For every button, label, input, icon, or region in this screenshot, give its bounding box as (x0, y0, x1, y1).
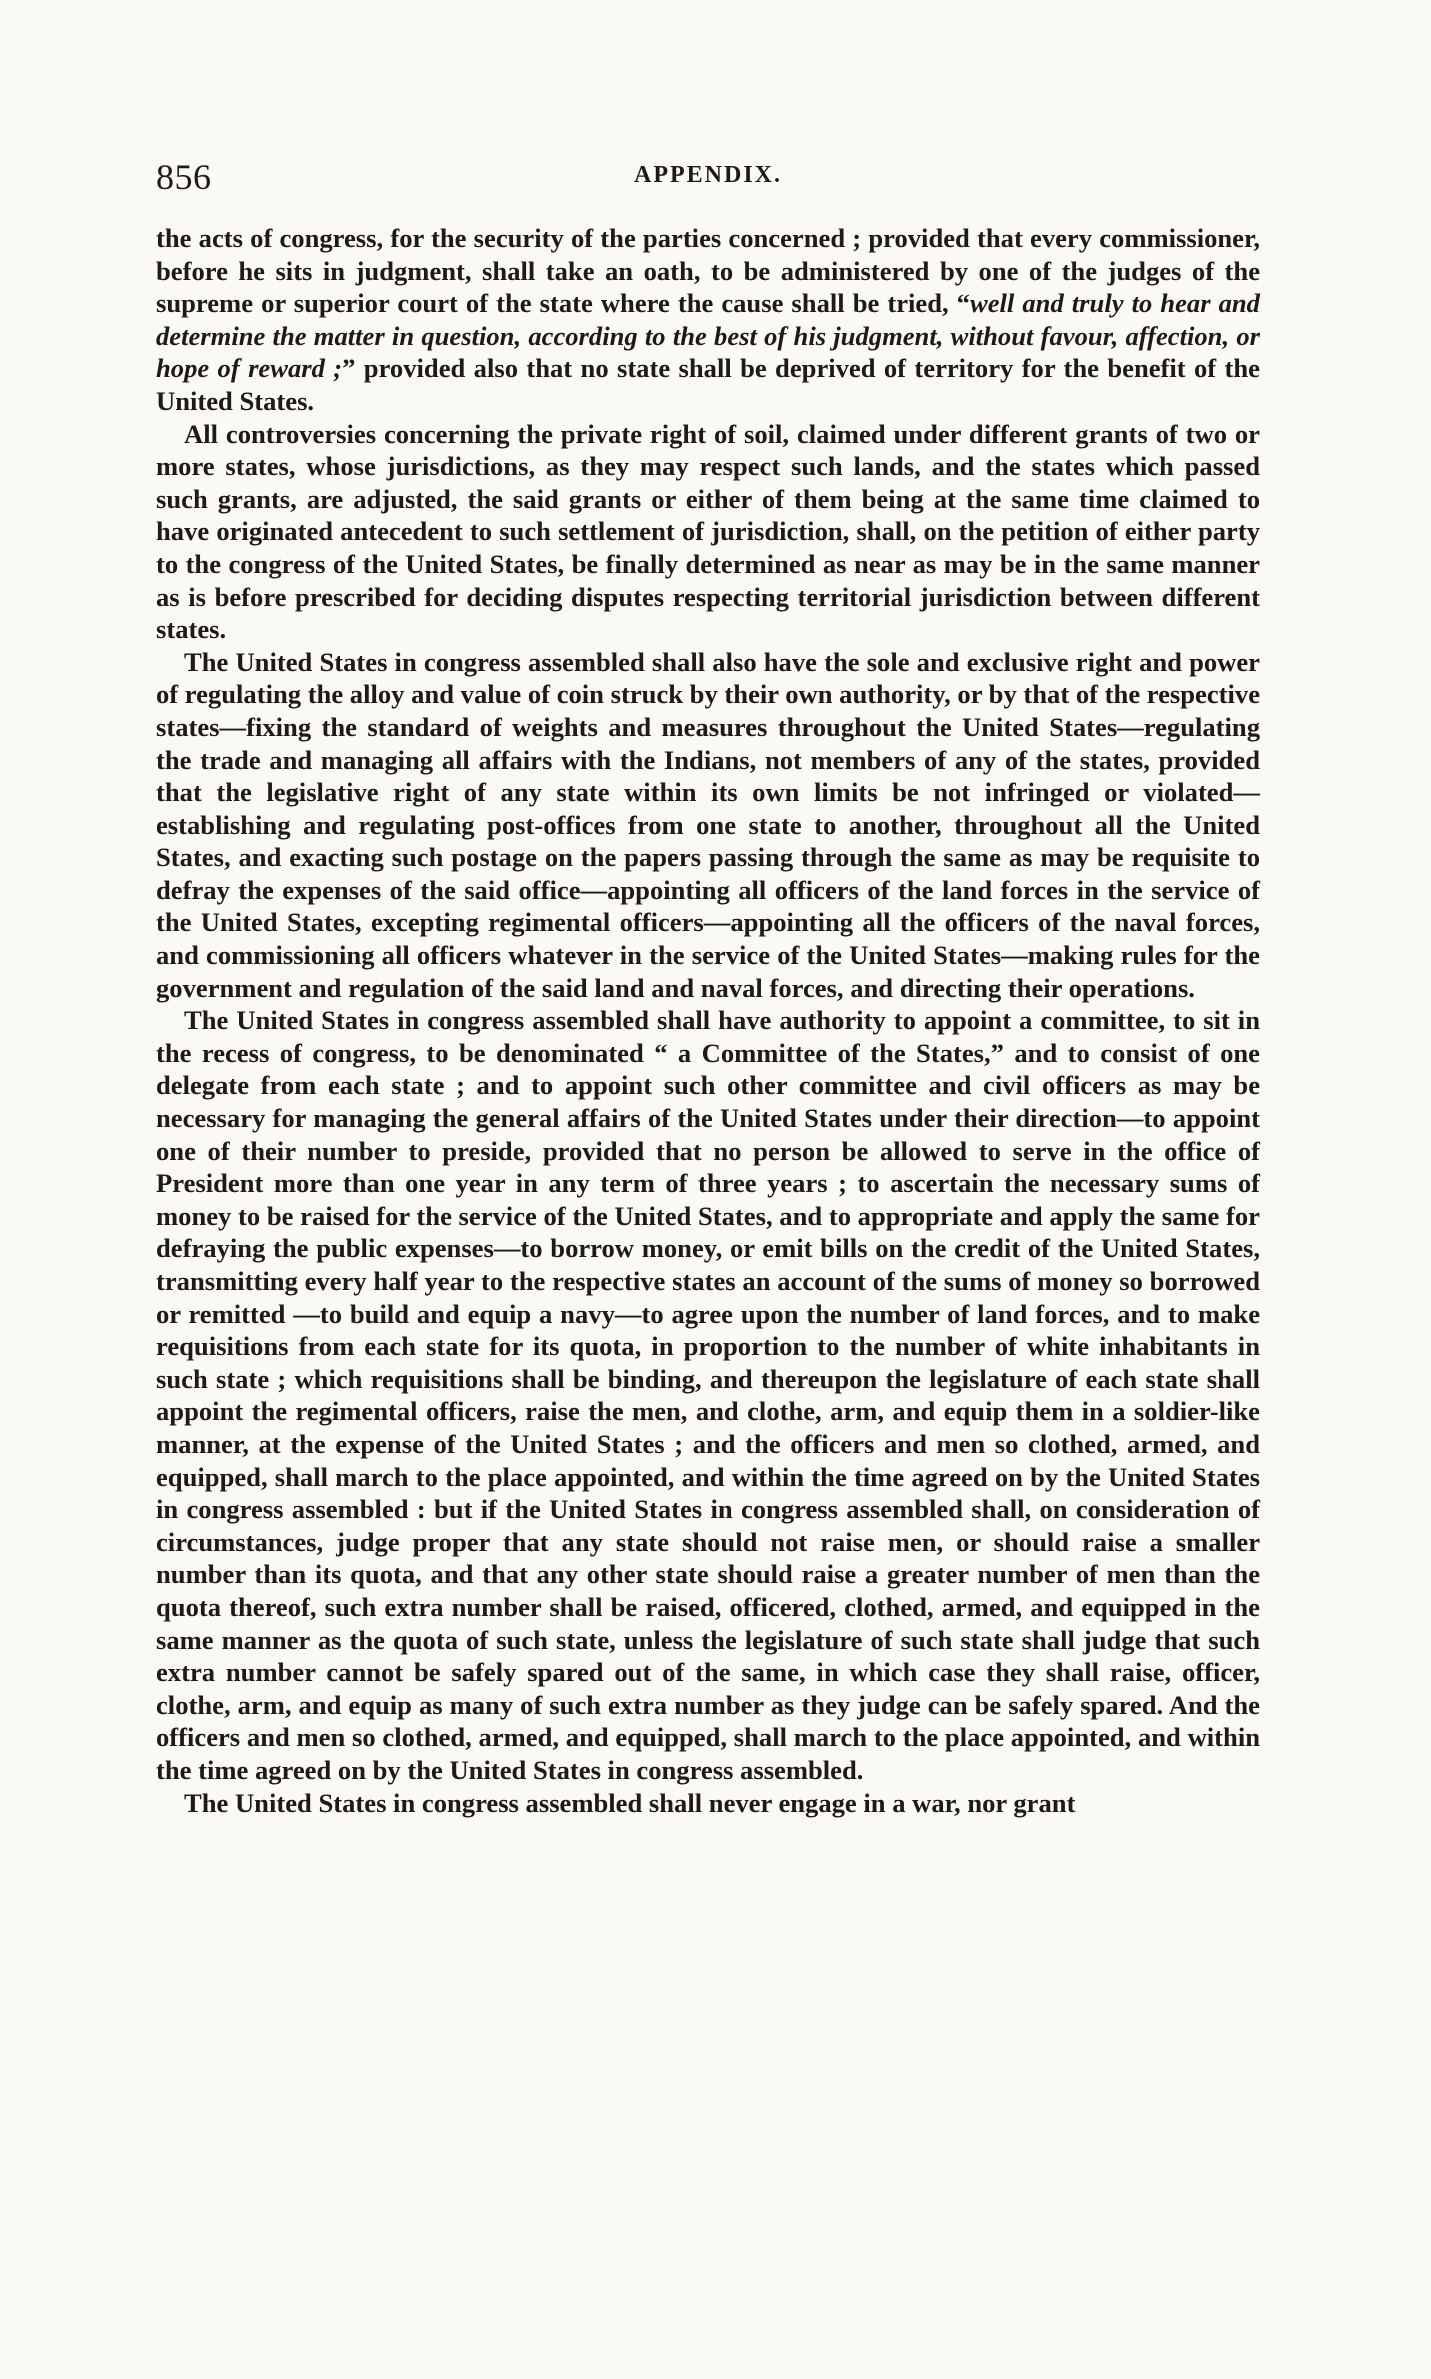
paragraph (156, 646, 1260, 1005)
body-text (156, 222, 1260, 1819)
page-number: 856 (156, 157, 212, 197)
paragraph-text: ” provided also that no state shall be deprived of territory for the benefit of the United States. (156, 353, 1260, 416)
paragraph (156, 418, 1260, 646)
paragraph (156, 1004, 1260, 1786)
paragraph-text: The United States in congress assembled shall never engage in a war, nor grant (184, 1787, 1076, 1818)
paragraph (156, 1787, 1260, 1820)
page-header (156, 156, 1260, 208)
paragraph-text: All controversies concerning the private right of soil, claimed under different grants of two or more states, whose jurisdictions, as they may respect such lands, and the states which passed such grants, are adjusted, the said grants or either of them being at the same time claimed to have originated antecedent to such settlement of jurisdiction, shall, on the petition of either party to the congress of the United States, be finally determined as near as may be in the same manner as is before prescribed for deciding disputes respecting territorial jurisdiction between different states. (156, 418, 1260, 645)
running-head: APPENDIX. (634, 162, 782, 188)
paragraph-text: The United States in congress assembled shall have authority to appoint a committee, to sit in the recess of congress, to be denominated “ a Committee of the States,” and to consist of one delegate from each state ; and to appoint such other committee and civil officers as may be necessary for managing the general affairs of the United States under their direction—to appoint one of their number to preside, provided that no person be allowed to serve in the office of President more than one year in any term of three years ; to ascertain the necessary sums of money to be raised for the service of the United States, and to appropriate and apply the same for defraying the public expenses—to borrow money, or emit bills on the credit of the United States, transmitting every half year to the respective states an account of the sums of money so borrowed or remitted —to build and equip a navy—to agree upon the number of land forces, and to make requisitions from each state for its quota, in proportion to the number of white inhabitants in such state ; which requisitions shall be binding, and thereupon the legislature of each state shall appoint the regimental officers, raise the men, and clothe, arm, and equip them in a soldier-like manner, at the expense of the United States ; and the officers and men so clothed, armed, and equipped, shall march to the place appointed, and within the time agreed on by the United States in congress assembled : but if the United States in congress assembled shall, on consideration of circumstances, judge proper that any state should not raise men, or should raise a smaller number than its quota, and that any other state should raise a greater number of men than the quota thereof, such extra number shall be raised, officered, clothed, armed, and equipped in the same manner as the quota of such state, unless the legislature of such state shall judge that such extra number cannot be safely spared out of the same, in which case they shall raise, officer, clothe, arm, and equip as many of such extra number as they judge can be safely spared. And the officers and men so clothed, armed, and equipped, shall march to the place appointed, and within the time agreed on by the United States in congress assembled. (156, 1005, 1260, 1785)
paragraph (156, 222, 1260, 418)
paragraph-text: The United States in congress assembled shall also have the sole and exclusive right and power of regulating the alloy and value of coin struck by their own authority, or by that of the respective states—fixing the standard of weights and measures throughout the United States—regulating the trade and managing all affairs with the Indians, not members of any of the states, provided that the legislative right of any state within its own limits be not infringed or violated—establishing and regulating post-offices from one state to another, throughout all the United States, and exacting such postage on the papers passing through the same as may be requisite to defray the expenses of the said office—appointing all officers of the land forces in the service of the United States, excepting regimental officers—appointing all the officers of the naval forces, and commissioning all officers whatever in the service of the United States—making rules for the government and regulation of the said land and naval forces, and directing their operations. (156, 646, 1260, 1003)
italic-text: well and truly to hear and determine the matter in question, according to the best of his judgment, without favour, affection, or hope of reward ; (156, 288, 1260, 384)
paragraph-text: the acts of congress, for the security of the parties concerned ; provided that every commissioner, before he sits in judgment, shall take an oath, to be administered by one of the judges of the supreme or superior court of the state where the cause shall be tried, “ (156, 223, 1260, 319)
